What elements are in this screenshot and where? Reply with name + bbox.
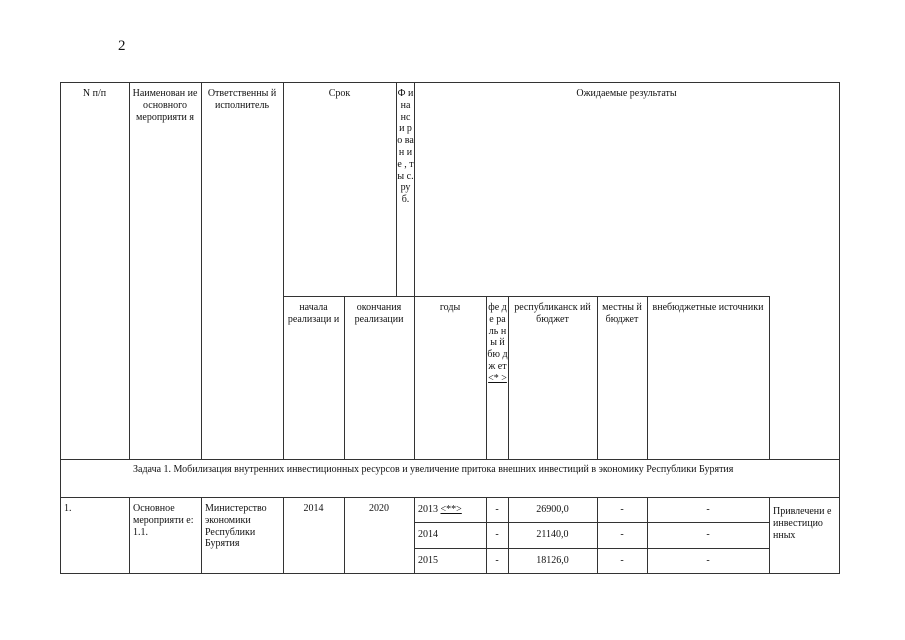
year-2015: 2015 — [418, 555, 438, 566]
rule-col-start — [283, 82, 284, 459]
rule-col-years — [414, 82, 415, 459]
offbudget-2015: - — [706, 555, 710, 566]
federal-2015: - — [495, 555, 499, 566]
republican-2015: 18126,0 — [536, 555, 569, 566]
offbudget-2014: - — [706, 529, 710, 540]
year-2014: 2014 — [418, 529, 438, 540]
local-2013: - — [620, 504, 624, 515]
header-years: годы — [439, 302, 461, 313]
local-2014: - — [620, 529, 624, 540]
header-federal-text: фе де ра ль ны й бю дж ет — [487, 302, 508, 372]
rule-col-result — [769, 296, 770, 459]
item-end: 2020 — [369, 503, 389, 514]
footnote-link-federal[interactable]: <* > — [488, 372, 507, 384]
page-number: 2 — [118, 38, 126, 54]
republican-2014: 21140,0 — [536, 529, 569, 540]
header-executor: Ответственны й исполнитель — [207, 88, 277, 111]
rule-col-exec — [201, 82, 202, 459]
header-federal — [487, 296, 508, 385]
item-start: 2014 — [303, 503, 324, 514]
header-period: Срок — [328, 88, 351, 99]
rule-col-off — [647, 296, 648, 459]
activity-table — [60, 82, 840, 574]
header-end: окончания реализации — [354, 302, 404, 325]
rule-bottom — [60, 573, 840, 574]
rule-col-name — [129, 82, 130, 459]
header-financing: Ф и на нс и ро ва н ие , т ы с. ру б. — [397, 88, 414, 206]
local-2015: - — [620, 555, 624, 566]
header-num: N п/п — [82, 88, 107, 99]
header-name: Наименован ие основного мероприяти я — [132, 88, 198, 123]
item-name: Основное мероприяти е: 1.1. — [133, 503, 194, 538]
footnote-link-2013[interactable]: <**> — [440, 504, 462, 515]
task-row: Задача 1. Мобилизация внутренних инвестиционных ресурсов и увеличение притока внешних инвестиций в экономику Республики Бурятия — [133, 464, 734, 475]
item-num: 1. — [64, 503, 72, 514]
year-row — [414, 497, 486, 518]
item-executor: Министерство экономики Республики Бурятия — [205, 503, 267, 550]
header-results: Ожидаемые результаты — [576, 88, 677, 99]
item-result: Привлечени е инвестицио нных — [773, 506, 832, 541]
republican-2013: 26900,0 — [536, 504, 569, 515]
header-republican: республиканск ий бюджет — [514, 302, 591, 325]
header-local: местны й бюджет — [602, 302, 642, 325]
header-start: начала реализаци и — [287, 302, 340, 325]
offbudget-2013: - — [706, 504, 710, 515]
rule-right — [839, 82, 840, 574]
year-2013: 2013 — [418, 504, 438, 515]
federal-2013: - — [495, 504, 499, 515]
federal-2014: - — [495, 529, 499, 540]
header-offbudget: внебюджетные источники — [652, 302, 764, 313]
